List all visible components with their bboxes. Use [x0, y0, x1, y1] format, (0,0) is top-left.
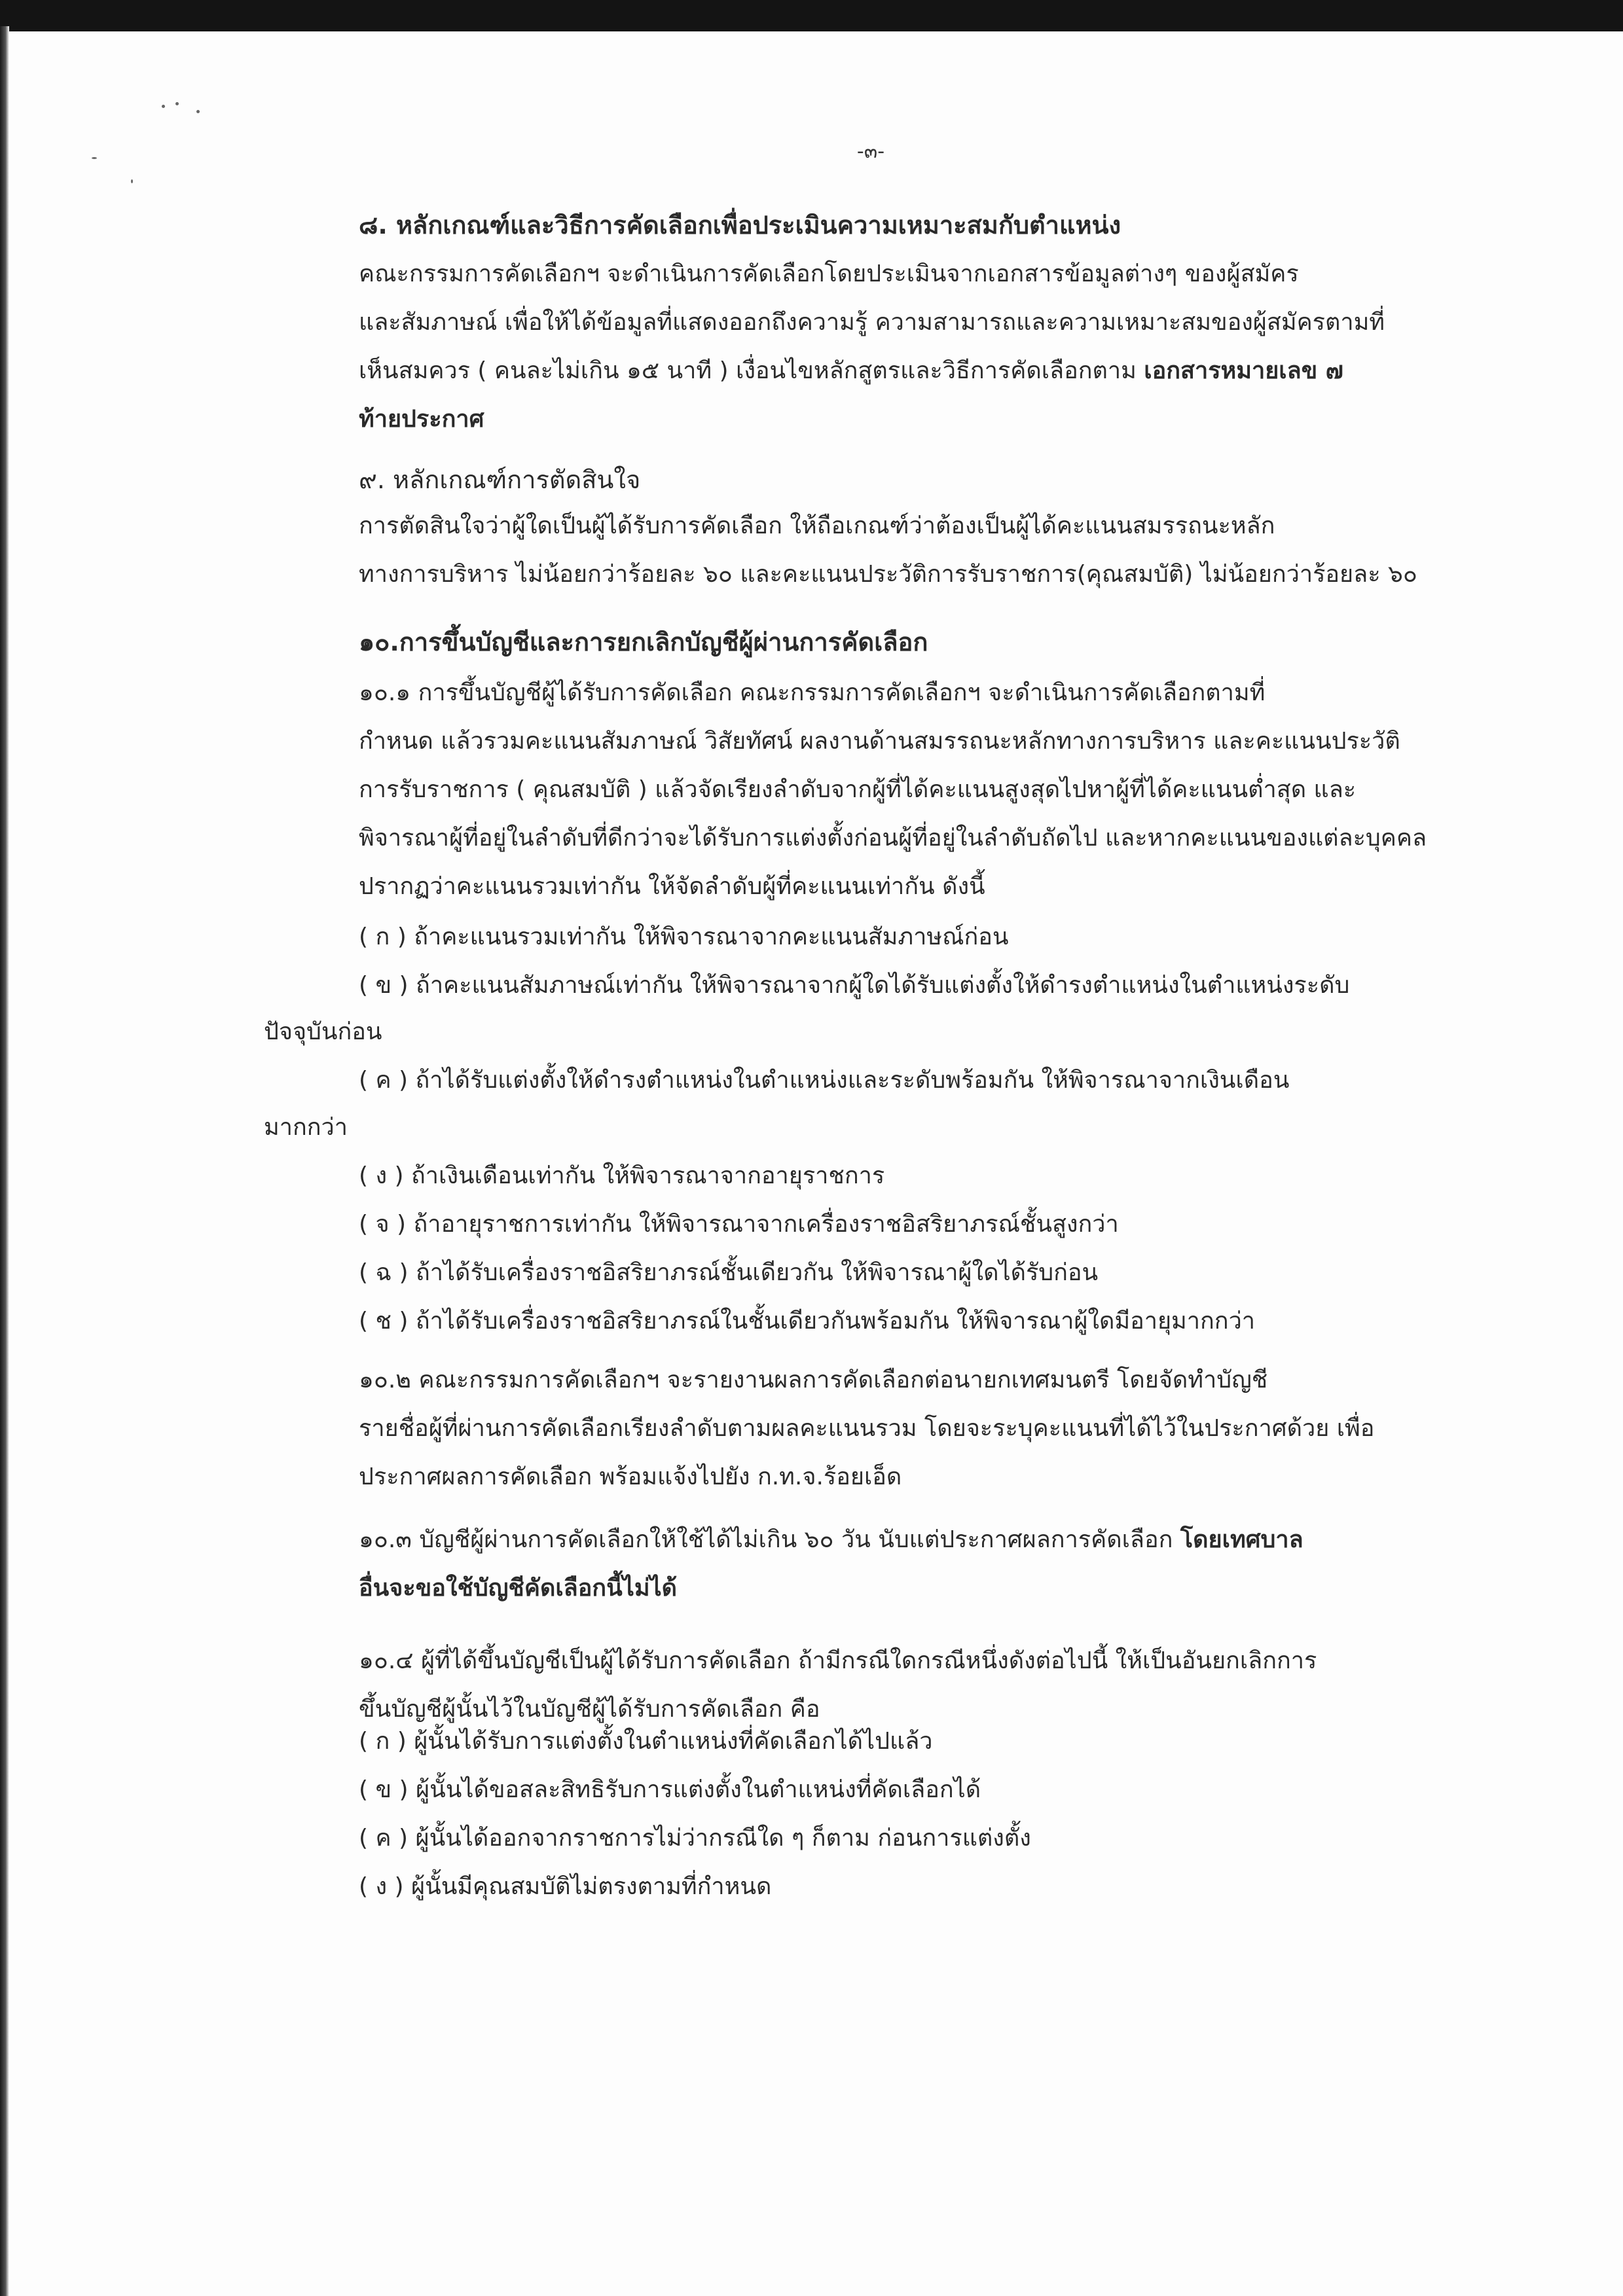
section-8-line: คณะกรรมการคัดเลือกฯ จะดำเนินการคัดเลือกโดยประเมินจากเอกสารข้อมูลต่างๆ ของผู้สมัคร — [359, 260, 1299, 287]
section-10-1-item-c: ( ค ) ถ้าได้รับแต่งตั้งให้ดำรงตำแหน่งในตำแหน่งและระดับพร้อมกัน ให้พิจารณาจากเงินเดือน — [359, 1067, 1290, 1094]
section-10-2-line: ประกาศผลการคัดเลือก พร้อมแจ้งไปยัง ก.ท.จ.ร้อยเอ็ด — [359, 1463, 902, 1490]
section-10-1-line: ๑๐.๑ การขึ้นบัญชีผู้ได้รับการคัดเลือก คณะกรรมการคัดเลือกฯ จะดำเนินการคัดเลือกตามที่ — [359, 679, 1266, 706]
scan-speck — [175, 102, 179, 105]
section-10-2-body — [264, 1356, 1462, 1501]
section-10-3-line — [264, 1564, 1462, 1613]
scan-speck — [131, 179, 133, 183]
section-10-4-item: ( ค ) ผู้นั้นได้ออกจากราชการไม่ว่ากรณีใด ๆ ก็ตาม ก่อนการแต่งตั้ง — [359, 1825, 1031, 1852]
section-10-1-line: ปรากฏว่าคะแนนรวมเท่ากัน ให้จัดลำดับผู้ที่คะแนนเท่ากัน ดังนี้ — [359, 873, 985, 900]
section-8-line: และสัมภาษณ์ เพื่อให้ได้ข้อมูลที่แสดงออกถึงความรู้ ความสามารถและความเหมาะสมของผู้สมัครตามที่ — [359, 309, 1385, 336]
section-10-1-item-f: ( ฉ ) ถ้าได้รับเครื่องราชอิสริยาภรณ์ชั้นเดียวกัน ให้พิจารณาผู้ใดได้รับก่อน — [359, 1259, 1099, 1286]
section-10-3-bold: โดยเทศบาล — [1180, 1526, 1304, 1553]
section-8-line — [264, 347, 1462, 395]
section-10-3-text: ๑๐.๓ บัญชีผู้ผ่านการคัดเลือกให้ใช้ได้ไม่เกิน ๖๐ วัน นับแต่ประกาศผลการคัดเลือก — [359, 1526, 1180, 1553]
section-10-1-item-g: ( ช ) ถ้าได้รับเครื่องราชอิสริยาภรณ์ในชั้นเดียวกันพร้อมกัน ให้พิจารณาผู้ใดมีอายุมากกว่า — [359, 1308, 1256, 1335]
section-9-line: การตัดสินใจว่าผู้ใดเป็นผู้ได้รับการคัดเลือก ให้ถือเกณฑ์ว่าต้องเป็นผู้ได้คะแนนสมรรถนะหลัก — [359, 512, 1275, 539]
section-9-line: ทางการบริหาร ไม่น้อยกว่าร้อยละ ๖๐ และคะแนนประวัติการรับราชการ(คุณสมบัติ) ไม่น้อยกว่าร้อยละ ๖๐ — [359, 561, 1417, 588]
section-10-1-body — [264, 669, 1462, 911]
section-10-1-item-e: ( จ ) ถ้าอายุราชการเท่ากัน ให้พิจารณาจากเครื่องราชอิสริยาภรณ์ชั้นสูงกว่า — [359, 1211, 1119, 1238]
section-8-heading: ๘. หลักเกณฑ์และวิธีการคัดเลือกเพื่อประเมินความเหมาะสมกับตำแหน่ง — [359, 211, 1122, 240]
section-10-heading: ๑๐.การขึ้นบัญชีและการยกเลิกบัญชีผู้ผ่านการคัดเลือก — [359, 628, 928, 656]
page-number: -๓- — [856, 140, 885, 163]
section-10-1-item-b-cont: ปัจจุบันก่อน — [264, 1018, 382, 1045]
section-10-4-line: ๑๐.๔ ผู้ที่ได้ขึ้นบัญชีเป็นผู้ได้รับการคัดเลือก ถ้ามีกรณีใดกรณีหนึ่งดังต่อไปนี้ ให้เป็นอันยกเลิกการ — [359, 1647, 1317, 1674]
section-8-text: เห็นสมควร ( คนละไม่เกิน ๑๕ นาที ) เงื่อนไขหลักสูตรและวิธีการคัดเลือกตาม — [359, 357, 1144, 384]
section-10-4-line: ขึ้นบัญชีผู้นั้นไว้ในบัญชีผู้ได้รับการคัดเลือก คือ — [359, 1696, 820, 1723]
section-10-1-line: กำหนด แล้วรวมคะแนนสัมภาษณ์ วิสัยทัศน์ ผลงานด้านสมรรถนะหลักทางการบริหาร และคะแนนประวัติ — [359, 728, 1400, 755]
scan-top-border — [0, 0, 1623, 31]
section-10-1-item-b: ( ข ) ถ้าคะแนนสัมภาษณ์เท่ากัน ให้พิจารณาจากผู้ใดได้รับแต่งตั้งให้ดำรงตำแหน่งในตำแหน่งระดับ — [359, 972, 1350, 999]
scan-speck — [196, 110, 200, 113]
section-10-1-item-c-cont: มากกว่า — [264, 1114, 348, 1141]
section-8-line — [264, 395, 1462, 444]
section-10-3-body — [264, 1516, 1462, 1613]
section-10-3-bold: อื่นจะขอใช้บัญชีคัดเลือกนี้ไม่ได้ — [359, 1575, 678, 1602]
section-8-body — [264, 250, 1462, 444]
section-10-1-item-d: ( ง ) ถ้าเงินเดือนเท่ากัน ให้พิจารณาจากอายุราชการ — [359, 1162, 885, 1189]
section-8-document-ref: เอกสารหมายเลข ๗ — [1144, 357, 1343, 384]
section-10-1-line: การรับราชการ ( คุณสมบัติ ) แล้วจัดเรียงลำดับจากผู้ที่ได้คะแนนสูงสุดไปหาผู้ที่ได้คะแนนต่ำสุด และ — [359, 776, 1357, 803]
section-10-4-item: ( ก ) ผู้นั้นได้รับการแต่งตั้งในตำแหน่งที่คัดเลือกได้ไปแล้ว — [359, 1728, 933, 1755]
section-10-2-line: ๑๐.๒ คณะกรรมการคัดเลือกฯ จะรายงานผลการคัดเลือกต่อนายกเทศมนตรี โดยจัดทำบัญชี — [359, 1367, 1268, 1393]
section-10-2-line: รายชื่อผู้ที่ผ่านการคัดเลือกเรียงลำดับตามผลคะแนนรวม โดยจะระบุคะแนนที่ได้ไว้ในประกาศด้วย เพื่อ — [359, 1415, 1375, 1442]
scan-speck — [162, 105, 165, 108]
section-10-4-item: ( ง ) ผู้นั้นมีคุณสมบัติไม่ตรงตามที่กำหนด — [359, 1873, 772, 1900]
section-8-bold-end: ท้ายประกาศ — [359, 406, 484, 433]
section-9-body — [264, 502, 1462, 599]
section-10-1-line: พิจารณาผู้ที่อยู่ในลำดับที่ดีกว่าจะได้รับการแต่งตั้งก่อนผู้ที่อยู่ในลำดับถัดไป และหากคะแนนของแต่ละบุคคล — [359, 825, 1427, 852]
section-10-4-item: ( ข ) ผู้นั้นได้ขอสละสิทธิรับการแต่งตั้งในตำแหน่งที่คัดเลือกได้ — [359, 1776, 981, 1803]
scan-left-border — [0, 26, 9, 2296]
section-10-3-line — [264, 1516, 1462, 1564]
section-9-heading: ๙. หลักเกณฑ์การตัดสินใจ — [359, 465, 641, 494]
scan-speck — [92, 157, 97, 159]
section-10-1-item-a: ( ก ) ถ้าคะแนนรวมเท่ากัน ให้พิจารณาจากคะแนนสัมภาษณ์ก่อน — [359, 924, 1009, 950]
